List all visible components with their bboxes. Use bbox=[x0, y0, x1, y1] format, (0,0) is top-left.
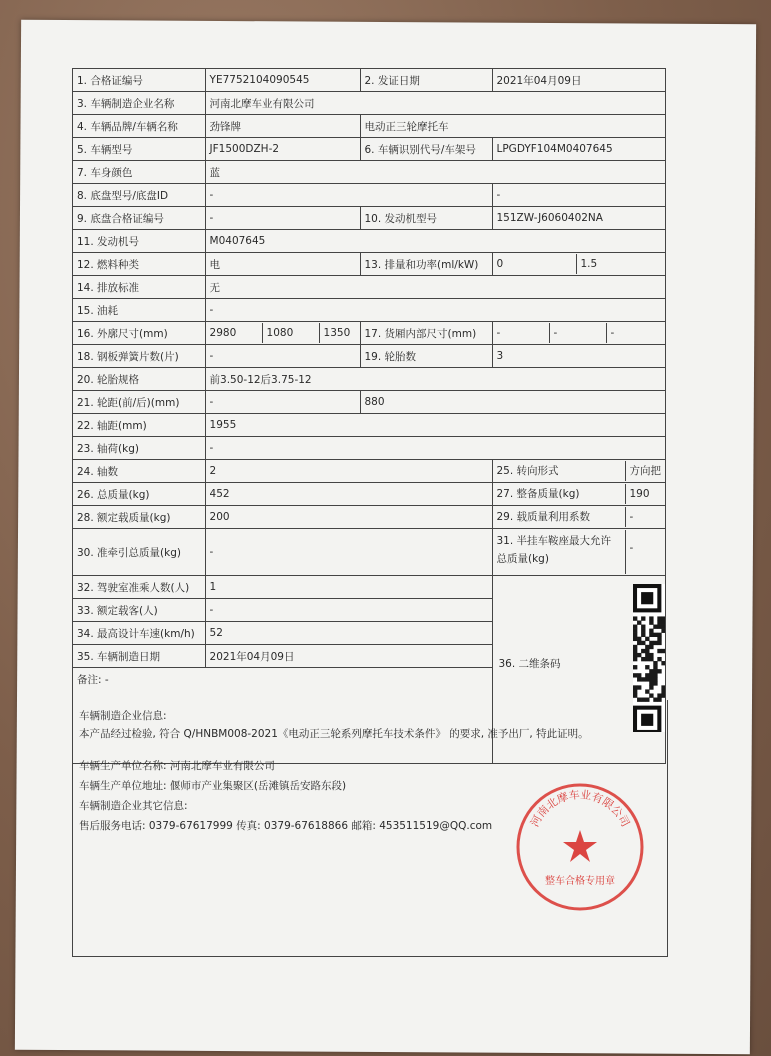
label-fuel: 12. 燃料种类 bbox=[73, 253, 206, 276]
value-chassis-model: - bbox=[205, 184, 492, 207]
value-fuel: 电 bbox=[205, 253, 360, 276]
value-curb-mass: 190 bbox=[629, 488, 650, 500]
label-engine-no: 11. 发动机号 bbox=[73, 230, 206, 253]
label-color: 7. 车身颜色 bbox=[73, 161, 206, 184]
value-manufacturer: 河南北摩车业有限公司 bbox=[205, 92, 665, 115]
value-issue-date: 2021年04月09日 bbox=[492, 69, 666, 92]
qr-label: 36. 二维条码 bbox=[498, 658, 561, 670]
value-chassis-id: - bbox=[492, 184, 666, 207]
label-emission: 14. 排放标准 bbox=[73, 276, 206, 299]
label-rated-load: 28. 额定载质量(kg) bbox=[73, 506, 206, 529]
label-load-factor: 29. 载质量利用系数 bbox=[493, 507, 626, 527]
label-track: 21. 轮距(前/后)(mm) bbox=[73, 391, 206, 414]
value-engine-no: M0407645 bbox=[205, 230, 665, 253]
value-width: 1080 bbox=[263, 323, 320, 343]
value-cargo-dimensions bbox=[492, 322, 666, 345]
label-wheelbase: 22. 轴距(mm) bbox=[73, 414, 206, 437]
label-fuel-consumption: 15. 油耗 bbox=[73, 299, 206, 322]
value-max-speed: 52 bbox=[205, 622, 492, 645]
certificate-table bbox=[72, 68, 666, 764]
footer-producer: 车辆生产单位名称: 河南北摩车业有限公司 bbox=[79, 760, 275, 772]
value-cargo-length: - bbox=[493, 323, 550, 343]
value-brand: 劲锋牌 bbox=[205, 115, 360, 138]
label-chassis-cert: 9. 底盘合格证编号 bbox=[73, 207, 206, 230]
label-brand: 4. 车辆品牌/车辆名称 bbox=[73, 115, 206, 138]
label-max-speed: 34. 最高设计车速(km/h) bbox=[73, 622, 206, 645]
value-vehicle-name: 电动正三轮摩托车 bbox=[360, 115, 666, 138]
footer-other-info: 车辆制造企业其它信息: bbox=[79, 800, 188, 812]
value-dimensions bbox=[205, 322, 360, 345]
footer-service: 售后服务电话: 0379-67617999 传真: 0379-67618866 邮箱: 453511519@QQ.com bbox=[79, 820, 493, 832]
value-fuel-consumption: - bbox=[205, 299, 665, 322]
footer-title: 车辆制造企业信息: bbox=[79, 710, 167, 722]
value-steering: 方向把 bbox=[629, 465, 661, 477]
steering-cell bbox=[492, 460, 666, 483]
value-color: 蓝 bbox=[205, 161, 665, 184]
label-tire-count: 19. 轮胎数 bbox=[360, 345, 492, 368]
label-model: 5. 车辆型号 bbox=[73, 138, 206, 161]
value-load-factor: - bbox=[629, 511, 634, 523]
label-tire-spec: 20. 轮胎规格 bbox=[73, 368, 206, 391]
value-displacement: 0 bbox=[493, 254, 577, 274]
label-saddle-mass: 31. 半挂车鞍座最大允许总质量(kg) bbox=[493, 530, 626, 574]
label-gross-mass: 26. 总质量(kg) bbox=[73, 483, 206, 506]
value-passengers: - bbox=[205, 599, 492, 622]
label-passengers: 33. 额定载客(人) bbox=[73, 599, 206, 622]
value-leaf-springs: - bbox=[205, 345, 360, 368]
label-chassis: 8. 底盘型号/底盘ID bbox=[73, 184, 206, 207]
saddle-mass-cell bbox=[492, 529, 666, 576]
value-track-rear: 880 bbox=[360, 391, 666, 414]
value-chassis-cert: - bbox=[205, 207, 360, 230]
value-cert-no: YE7752104090545 bbox=[205, 69, 360, 92]
value-axles: 2 bbox=[205, 460, 492, 483]
value-wheelbase: 1955 bbox=[205, 414, 665, 437]
value-displacement-power bbox=[492, 253, 666, 276]
label-curb-mass: 27. 整备质量(kg) bbox=[493, 484, 626, 504]
stamp-purpose-text: 整车合格专用章 bbox=[545, 876, 615, 887]
value-saddle-mass: - bbox=[629, 542, 634, 554]
label-manufacturer: 3. 车辆制造企业名称 bbox=[73, 92, 206, 115]
company-seal-stamp bbox=[513, 780, 647, 914]
label-axle-load: 23. 轴荷(kg) bbox=[73, 437, 206, 460]
label-dimensions: 16. 外廓尺寸(mm) bbox=[73, 322, 206, 345]
value-manufacture-date: 2021年04月09日 bbox=[205, 645, 492, 668]
curb-mass-cell bbox=[492, 483, 666, 506]
value-rated-load: 200 bbox=[205, 506, 492, 529]
value-tire-count: 3 bbox=[492, 345, 666, 368]
value-height: 1350 bbox=[323, 327, 351, 339]
label-displacement: 13. 排量和功率(ml/kW) bbox=[360, 253, 492, 276]
notes-remark: 备注: - bbox=[73, 668, 493, 764]
load-factor-cell bbox=[492, 506, 666, 529]
label-leaf-springs: 18. 钢板弹簧片数(片) bbox=[73, 345, 206, 368]
value-gross-mass: 452 bbox=[205, 483, 492, 506]
label-towing-mass: 30. 准牵引总质量(kg) bbox=[73, 529, 206, 576]
value-engine-model: 151ZW-J6060402NA bbox=[492, 207, 666, 230]
value-cab-seats: 1 bbox=[205, 576, 492, 599]
value-axle-load: - bbox=[205, 437, 665, 460]
label-vin: 6. 车辆识别代号/车架号 bbox=[360, 138, 492, 161]
value-cargo-width: - bbox=[550, 323, 607, 343]
value-emission: 无 bbox=[205, 276, 665, 299]
value-cargo-height: - bbox=[610, 327, 615, 339]
value-vin: LPGDYF104M0407645 bbox=[492, 138, 666, 161]
value-power: 1.5 bbox=[580, 258, 598, 270]
label-steering: 25. 转向形式 bbox=[493, 461, 626, 481]
value-track-front: - bbox=[205, 391, 360, 414]
stamp-star-icon bbox=[563, 830, 597, 862]
value-length: 2980 bbox=[206, 323, 263, 343]
value-model: JF1500DZH-2 bbox=[205, 138, 360, 161]
stamp-company-text: 河南北摩车业有限公司 bbox=[528, 788, 632, 829]
label-cab-seats: 32. 驾驶室准乘人数(人) bbox=[73, 576, 206, 599]
label-axles: 24. 轴数 bbox=[73, 460, 206, 483]
footer-address: 车辆生产单位地址: 偃师市产业集聚区(岳滩镇岳安路东段) bbox=[79, 780, 347, 792]
value-towing-mass: - bbox=[205, 529, 492, 576]
label-manufacture-date: 35. 车辆制造日期 bbox=[73, 645, 206, 668]
value-tire-spec: 前3.50-12后3.75-12 bbox=[205, 368, 665, 391]
label-cargo-dimensions: 17. 货厢内部尺寸(mm) bbox=[360, 322, 492, 345]
label-cert-no: 1. 合格证编号 bbox=[73, 69, 206, 92]
svg-text:河南北摩车业有限公司 bbox=[528, 787, 632, 829]
footer-statement: 本产品经过检验, 符合 Q/HNBM008-2021《电动正三轮系列摩托车技术条件》 的要求, 准予出厂, 特此证明。 bbox=[79, 728, 589, 740]
label-engine-model: 10. 发动机型号 bbox=[360, 207, 492, 230]
label-issue-date: 2. 发证日期 bbox=[360, 69, 492, 92]
